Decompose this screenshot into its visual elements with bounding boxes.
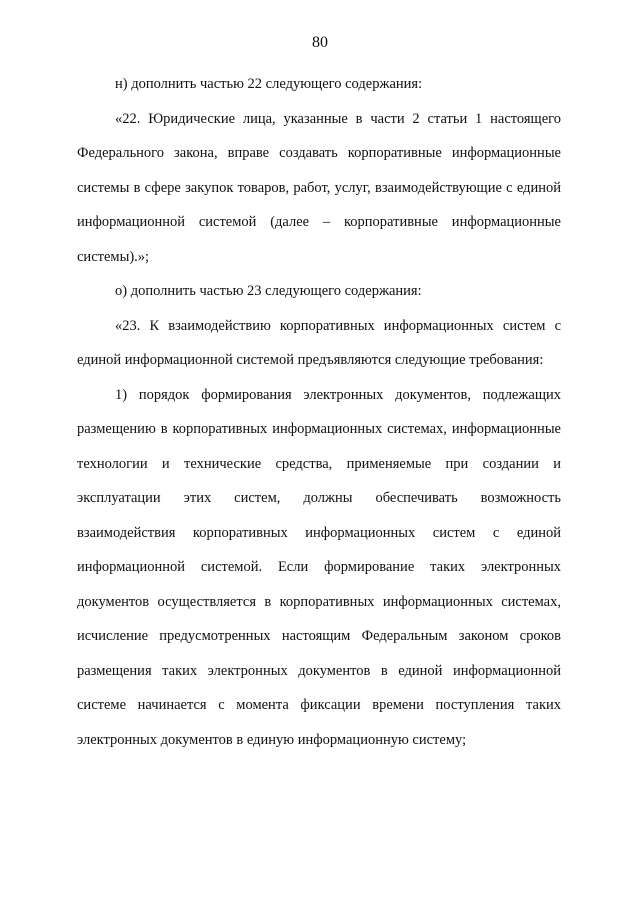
paragraph-part-22: «22. Юридические лица, указанные в части 2 статьи 1 настоящего Федерального закона, вправе создавать корпоративные информационные системы в сфере закупок товаров, работ, услуг, взаимодействующие с единой информационной системой (далее – корпоративные информационные системы).»; (77, 110, 561, 265)
paragraph-part-23: «23. К взаимодействию корпоративных информационных систем с единой информационной системой предъявляются следующие требования: (77, 317, 561, 368)
paragraph-o-intro: о) дополнить частью 23 следующего содержания: (115, 283, 422, 299)
page-number: 80 (312, 34, 328, 51)
paragraph-n-intro: н) дополнить частью 22 следующего содержания: (115, 76, 423, 92)
paragraph-requirement-1: 1) порядок формирования электронных документов, подлежащих размещению в корпоративных информационных системах, информационные технологии и технические средства, применяемые при создании и эксплуатации этих систем, должны обеспечивать возможность взаимодействия корпоративных информационных систем с единой информационной системой. Если формирование таких электронных документов осуществляется в корпоративных информационных системах, исчисление предусмотренных настоящим Федеральным законом сроков размещения таких электронных документов в единой информационной системе начинается с момента фиксации времени поступления таких электронных документов в единую информационную систему; (77, 386, 561, 748)
document-body (77, 67, 561, 757)
